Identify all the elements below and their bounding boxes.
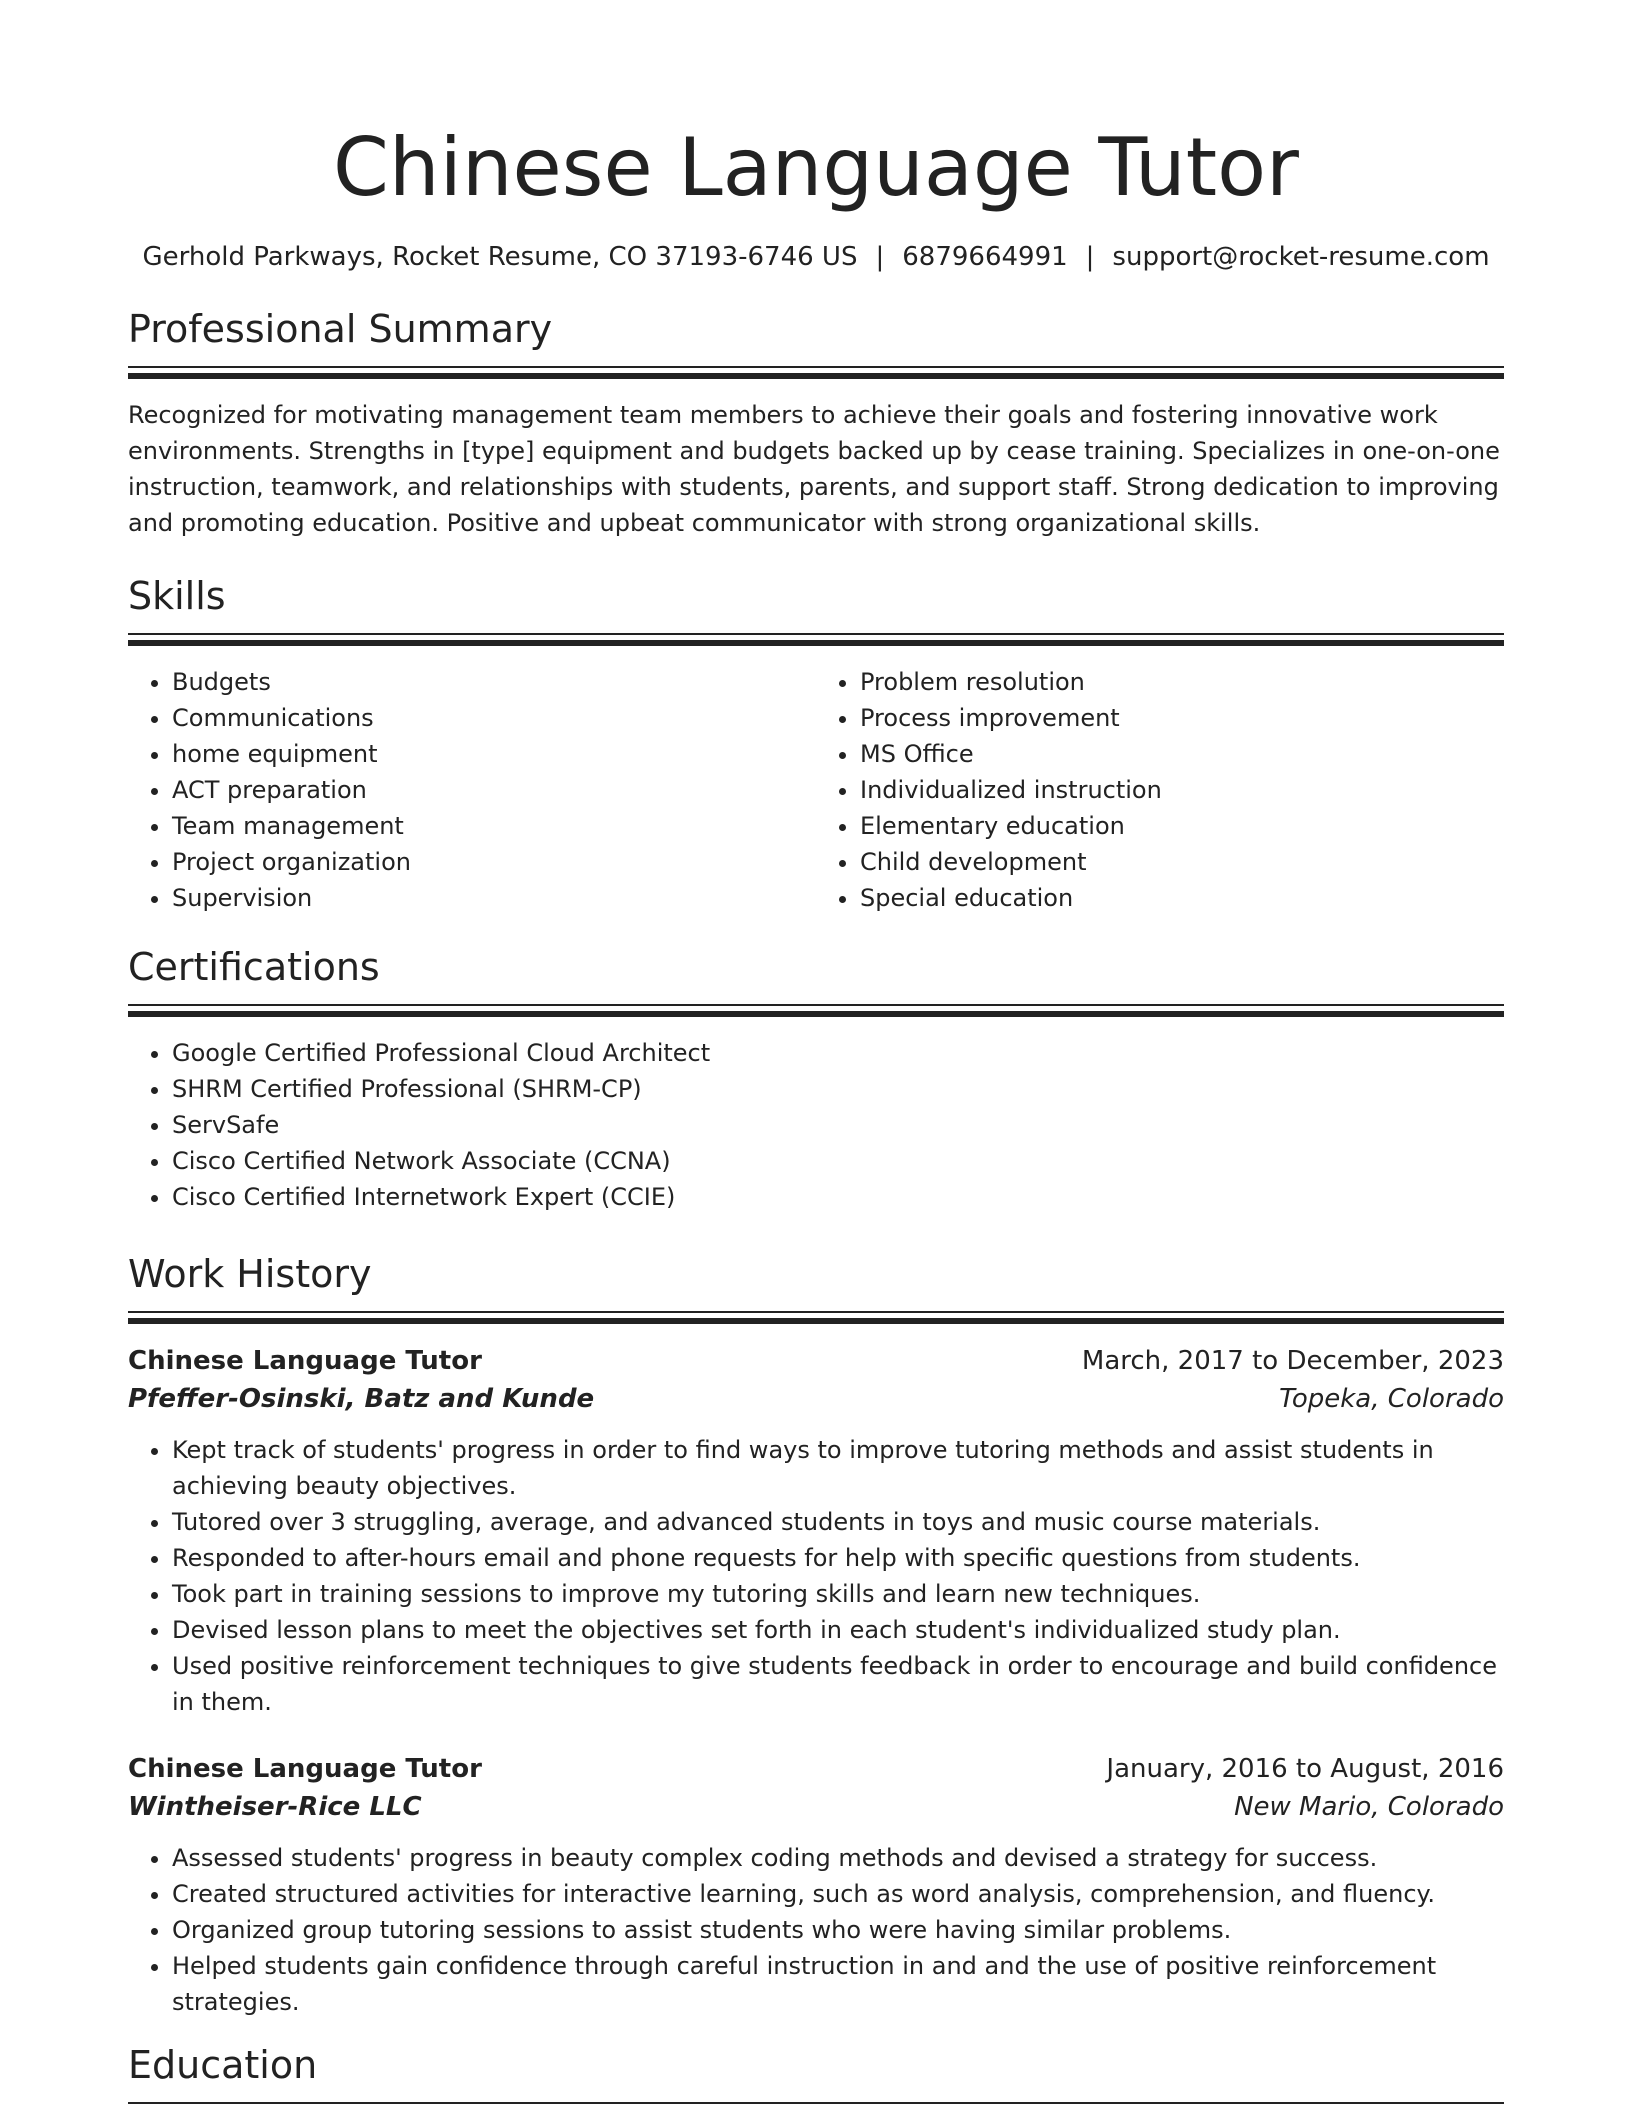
job-entry xyxy=(128,1750,1504,2020)
job-bullet: • Assessed students' progress in beauty complex coding methods and devised a strategy for success. xyxy=(172,1840,1504,1876)
summary-text: Recognized for motivating management team members to achieve their goals and fostering innovative work environments. Strengths in [type] equipment and budgets backed up by cease training. Specializes in one-on-one instruction, teamwork, and relationships with students, parents, and support staff. Strong dedication to improving and promoting education. Positive and upbeat communicator with strong organizational skills. xyxy=(128,401,1500,537)
skill-item: • Project organization xyxy=(172,844,816,880)
job-bullet: • Took part in training sessions to improve my tutoring skills and learn new techniques. xyxy=(172,1576,1504,1612)
skill-item: • Process improvement xyxy=(860,700,1504,736)
resume-page xyxy=(128,0,1504,2104)
section-rule-thin xyxy=(128,2102,1504,2104)
skill-item: • Team management xyxy=(172,808,816,844)
job-bullet: • Created structured activities for interactive learning, such as word analysis, comprehension, and fluency. xyxy=(172,1876,1504,1912)
skills-grid xyxy=(128,664,1504,916)
job-bullet: • Tutored over 3 struggling, average, and advanced students in toys and music course materials. xyxy=(172,1504,1504,1540)
contact-address: Gerhold Parkways, Rocket Resume, CO 37193-6746 US xyxy=(142,242,858,272)
job-bullet: • Responded to after-hours email and phone requests for help with specific questions from students. xyxy=(172,1540,1504,1576)
certification-item: • Cisco Certified Network Associate (CCNA) xyxy=(172,1143,1504,1179)
skill-item: • Special education xyxy=(860,880,1504,916)
certification-item: • Cisco Certified Internetwork Expert (CCIE) xyxy=(172,1179,1504,1215)
job-header xyxy=(128,1342,1504,1380)
skill-item: • Communications xyxy=(172,700,816,736)
section-rule-thick xyxy=(128,373,1504,379)
job-bullet: • Helped students gain confidence through careful instruction in and and the use of positive reinforcement strategies. xyxy=(172,1948,1504,2020)
skills-list-left xyxy=(128,664,816,916)
section-rule-thin xyxy=(128,366,1504,368)
section-title-work-history: Work History xyxy=(128,1252,372,1296)
section-rule-thin xyxy=(128,633,1504,635)
job-subheader xyxy=(128,1380,1504,1418)
job-dates: March, 2017 to December, 2023 xyxy=(1081,1346,1504,1376)
job-location: New Mario, Colorado xyxy=(1234,1792,1504,1822)
skill-item: • home equipment xyxy=(172,736,816,772)
certification-item: • Google Certified Professional Cloud Architect xyxy=(172,1035,1504,1071)
contact-phone: 6879664991 xyxy=(902,242,1068,272)
resume-name: Chinese Language Tutor xyxy=(333,121,1299,214)
job-subheader xyxy=(128,1788,1504,1826)
education-section xyxy=(128,2040,1504,2104)
job-bullet: • Kept track of students' progress in order to find ways to improve tutoring methods and assist students in achieving beauty objectives. xyxy=(172,1432,1504,1504)
skill-item: • Elementary education xyxy=(860,808,1504,844)
section-rule-thick xyxy=(128,1011,1504,1017)
job-company: Pfeffer-Osinski, Batz and Kunde xyxy=(128,1384,595,1414)
certification-item: • ServSafe xyxy=(172,1107,1504,1143)
skill-item: • Supervision xyxy=(172,880,816,916)
skill-item: • Problem resolution xyxy=(860,664,1504,700)
section-rule-thin xyxy=(128,1311,1504,1313)
job-header xyxy=(128,1750,1504,1788)
section-title-education: Education xyxy=(128,2043,318,2087)
section-title-skills: Skills xyxy=(128,574,226,618)
job-bullet: • Organized group tutoring sessions to assist students who were having similar problems. xyxy=(172,1912,1504,1948)
contact-separator: | xyxy=(1085,242,1095,272)
skill-item: • MS Office xyxy=(860,736,1504,772)
section-rule-thick xyxy=(128,640,1504,646)
job-entry xyxy=(128,1342,1504,1720)
section-rule-thick xyxy=(128,1318,1504,1324)
skill-item: • Individualized instruction xyxy=(860,772,1504,808)
work-history-section xyxy=(128,1249,1504,2020)
job-title: Chinese Language Tutor xyxy=(128,1754,482,1784)
contact-separator: | xyxy=(875,242,885,272)
job-bullet: • Used positive reinforcement techniques to give students feedback in order to encourage and build confidence in them. xyxy=(172,1648,1504,1720)
skill-item: • Child development xyxy=(860,844,1504,880)
skill-item: • Budgets xyxy=(172,664,816,700)
section-rule-thin xyxy=(128,1004,1504,1006)
section-title-certifications: Certifications xyxy=(128,945,380,989)
skills-section xyxy=(128,571,1504,916)
job-bullets xyxy=(128,1432,1504,1720)
job-location: Topeka, Colorado xyxy=(1279,1384,1504,1414)
certification-item: • SHRM Certified Professional (SHRM-CP) xyxy=(172,1071,1504,1107)
job-dates: January, 2016 to August, 2016 xyxy=(1106,1754,1504,1784)
certifications-list xyxy=(128,1035,1504,1215)
job-company: Wintheiser-Rice LLC xyxy=(128,1792,422,1822)
skills-list-right xyxy=(816,664,1504,916)
job-bullet: • Devised lesson plans to meet the objectives set forth in each student's individualized study plan. xyxy=(172,1612,1504,1648)
contact-email: support@rocket-resume.com xyxy=(1112,242,1490,272)
summary-section xyxy=(128,304,1504,541)
skill-item: • ACT preparation xyxy=(172,772,816,808)
job-bullets xyxy=(128,1840,1504,2020)
section-title-summary: Professional Summary xyxy=(128,307,553,351)
certifications-section xyxy=(128,942,1504,1215)
job-title: Chinese Language Tutor xyxy=(128,1346,482,1376)
contact-line xyxy=(128,240,1504,274)
